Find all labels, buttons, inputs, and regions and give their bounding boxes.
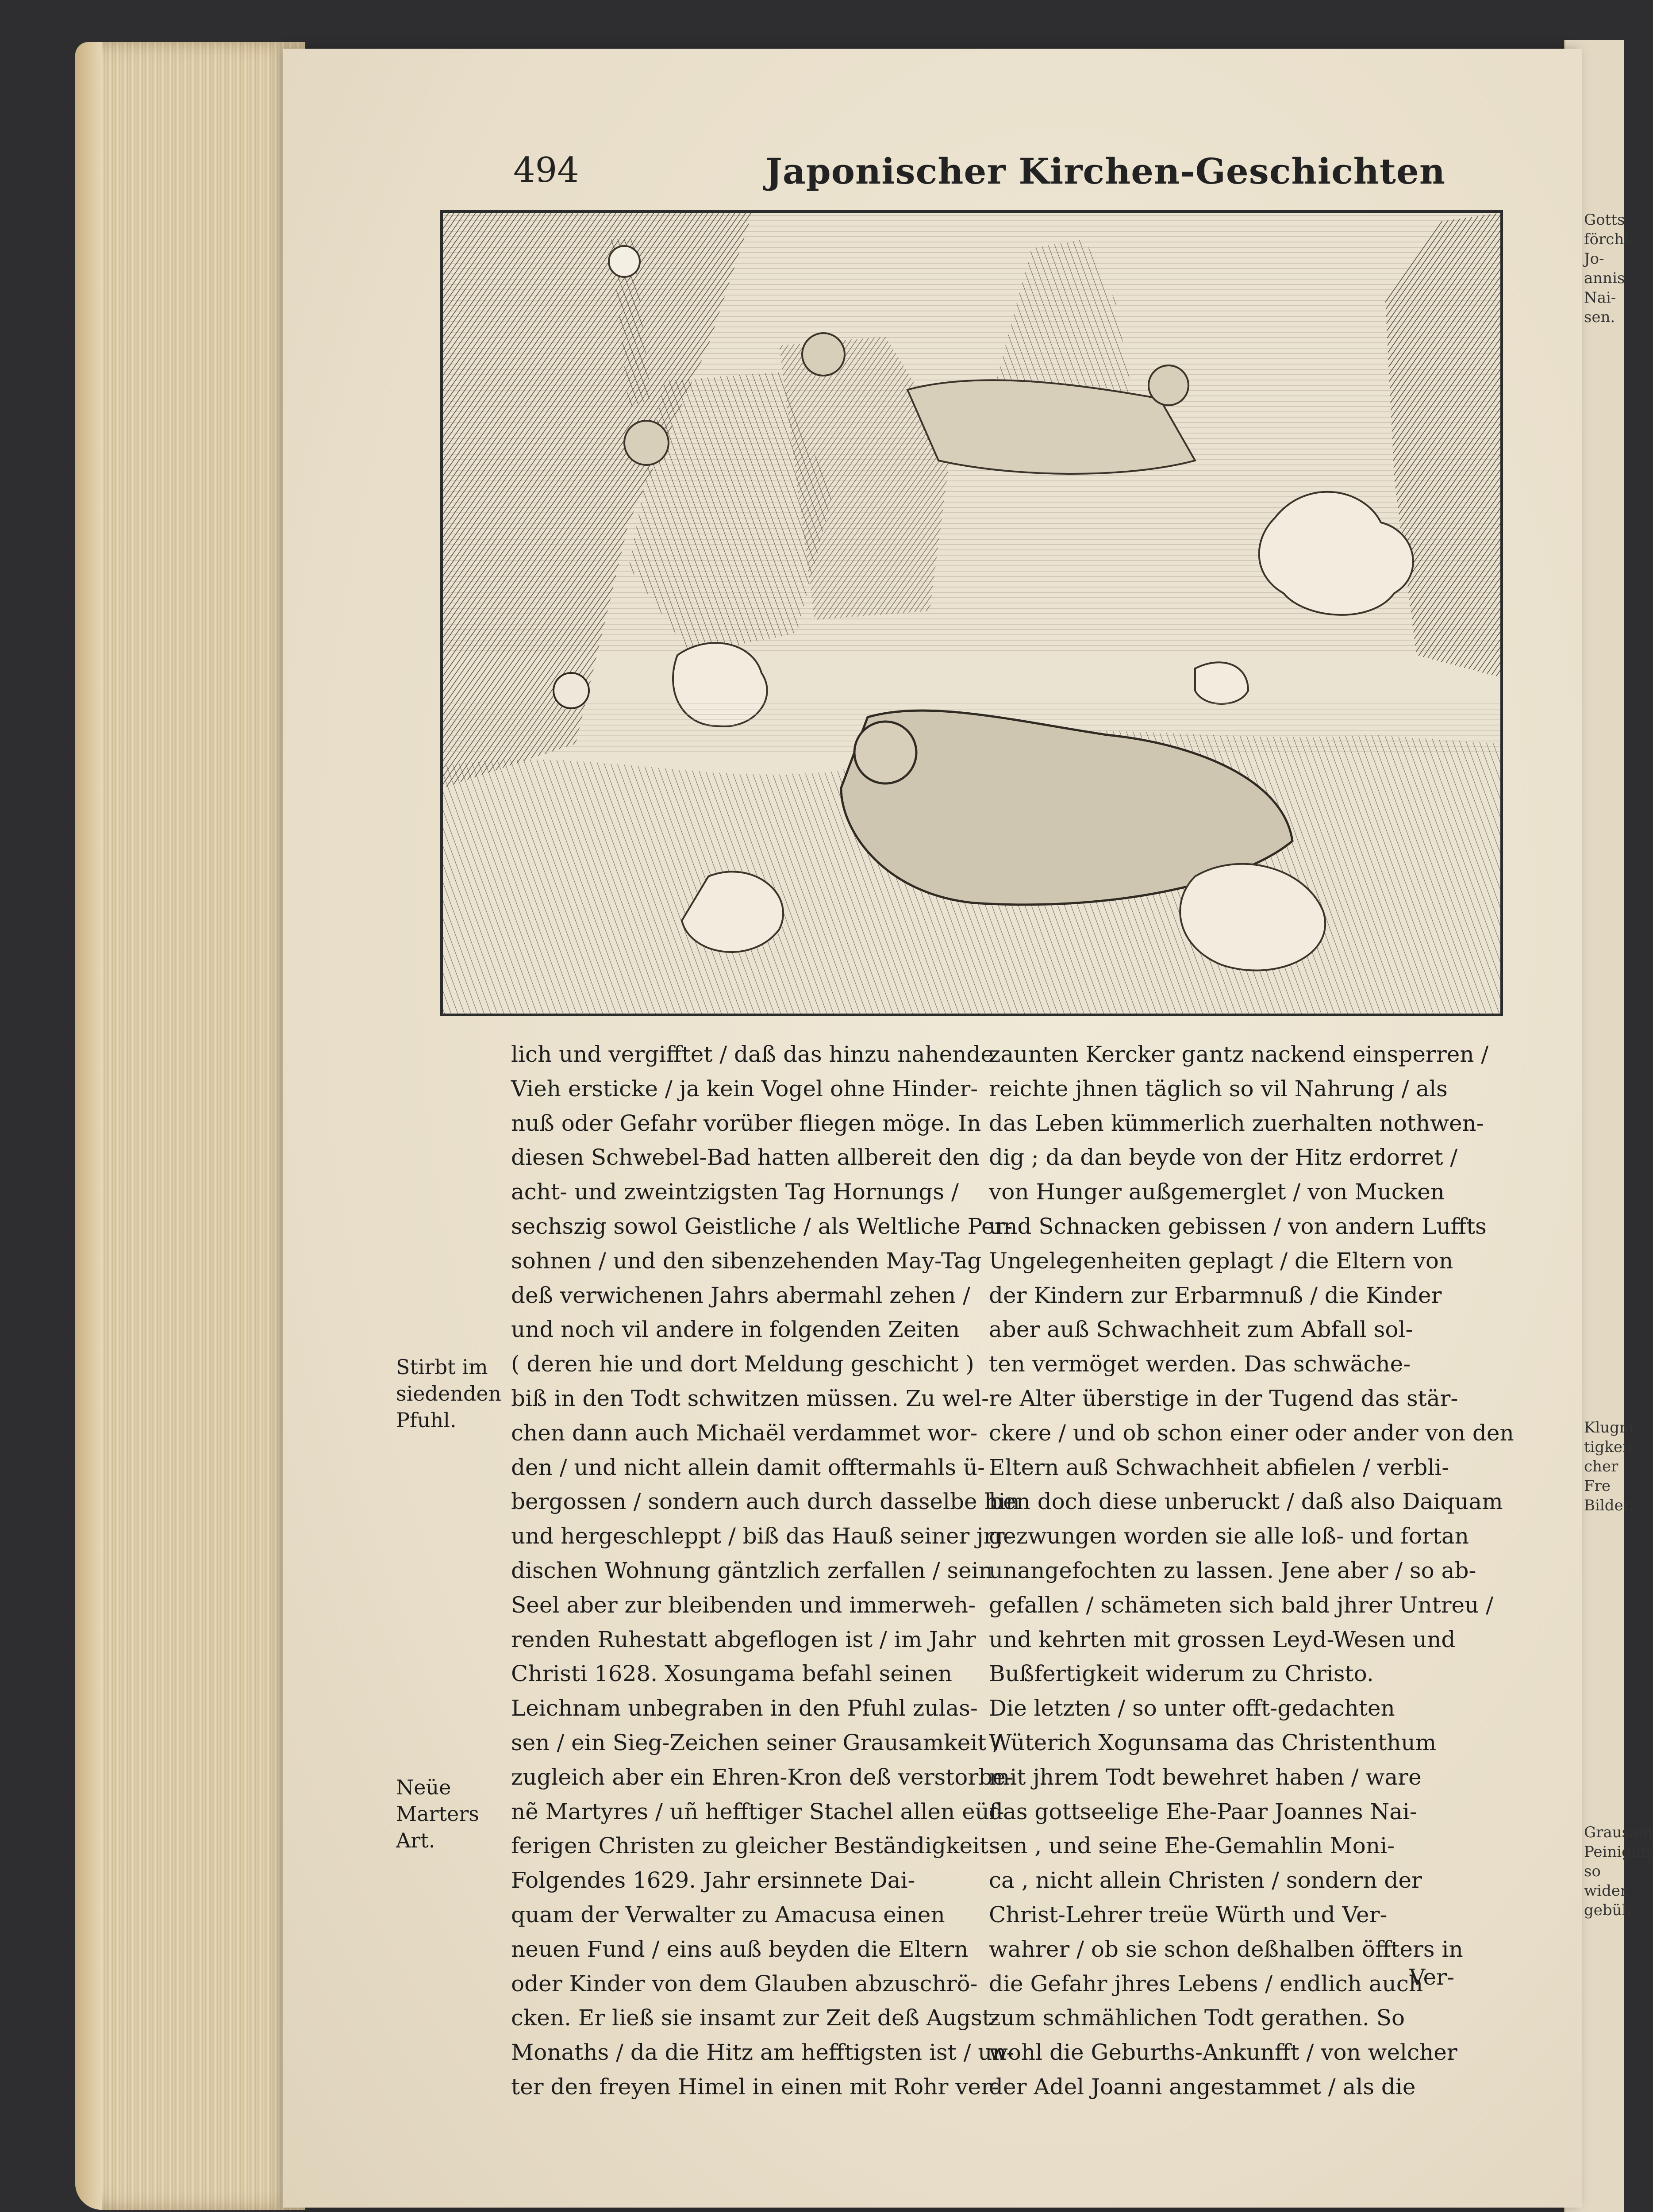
text-line: ca , nicht allein Christen / sondern der	[989, 1867, 1422, 1893]
text-line: die Gefahr jhres Lebens / endlich auch	[989, 1970, 1423, 1997]
text-line: zum schmählichen Todt gerathen. So	[989, 2005, 1405, 2031]
text-line: Leichnam unbegraben in den Pfuhl zulas-	[511, 1695, 978, 1721]
text-line: dig ; da dan beyde von der Hitz erdorret /	[989, 1144, 1458, 1171]
text-line: renden Ruhestatt abgeflogen ist / im Jahr	[511, 1626, 976, 1652]
text-line: wahrer / ob sie schon deßhalben öffters in	[989, 1936, 1463, 1962]
text-line: re Alter überstige in der Tugend das stär-	[989, 1385, 1458, 1411]
margin-line: annis Nai-	[1584, 269, 1625, 307]
text-line: Christ-Lehrer treüe Würth und Ver-	[989, 1901, 1388, 1928]
text-line: ferigen Christen zu gleicher Beständigkeit.	[511, 1833, 996, 1859]
text-line: quam der Verwalter zu Amacusa einen	[511, 1901, 945, 1928]
text-line: und noch vil andere in folgenden Zeiten	[511, 1317, 960, 1343]
margin-note-right-1	[1584, 210, 1630, 327]
text-line: Seel aber zur bleibenden und immerweh-	[511, 1592, 976, 1618]
text-line: sen / ein Sieg-Zeichen seiner Grausamkeit /	[511, 1729, 1001, 1755]
text-column-left	[511, 1037, 1020, 2104]
margin-line: Pfuhl.	[396, 1408, 457, 1432]
margin-note-right-3	[1584, 1823, 1653, 1920]
margin-line: siedenden	[396, 1382, 502, 1406]
running-title: Japonischer Kirchen-Geschichten	[765, 150, 1445, 192]
margin-line: Marters	[396, 1802, 479, 1826]
text-line: zugleich aber ein Ehren-Kron deß verstorbe-	[511, 1764, 1013, 1790]
text-line: den / und nicht allein damit offtermahls ü-	[511, 1454, 985, 1480]
text-line: gefallen / schämeten sich bald jhrer Untreu /	[989, 1592, 1494, 1618]
text-line: bergossen / sondern auch durch dasselbe hin	[511, 1489, 1020, 1515]
text-line: ( deren hie und dort Meldung geschicht )	[511, 1351, 974, 1377]
margin-note-right-2	[1584, 1418, 1634, 1515]
margin-line: Art.	[396, 1828, 435, 1852]
text-line: der Kindern zur Erbarmnuß / die Kinder	[989, 1282, 1442, 1308]
text-line: cken. Er ließ sie insamt zur Zeit deß Augst-	[511, 2005, 999, 2031]
text-line: sohnen / und den sibenzehenden May-Tag	[511, 1248, 982, 1274]
text-line: und Schnacken gebissen / von andern Luffts	[989, 1213, 1487, 1239]
text-line: der Adel Joanni angestammet / als die	[989, 2074, 1416, 2100]
text-line: reichte jhnen täglich so vil Nahrung / als	[989, 1075, 1448, 1102]
text-line: Christi 1628. Xosungama befahl seinen	[511, 1661, 952, 1687]
text-line: neuen Fund / eins auß beyden die Eltern	[511, 1936, 969, 1962]
text-line: von Hunger außgemerglet / von Mucken	[989, 1179, 1445, 1205]
page-number: 494	[513, 150, 579, 190]
text-line: unangefochten zu lassen. Jene aber / so ab-	[989, 1557, 1476, 1583]
text-line: lich und vergifftet / daß das hinzu nahende	[511, 1041, 994, 1067]
text-line: Bußfertigkeit widerum zu Christo.	[989, 1661, 1374, 1687]
text-line: mit jhrem Todt bewehret haben / ware	[989, 1764, 1422, 1790]
text-line: biß in den Todt schwitzen müssen. Zu wel-	[511, 1385, 989, 1411]
text-column-right	[989, 1037, 1514, 2104]
margin-line: so wider	[1584, 1863, 1628, 1900]
text-line: Monaths / da die Hitz am hefftigsten ist / un-	[511, 2039, 1014, 2066]
margin-line: cher Fre	[1584, 1458, 1618, 1495]
text-line: das gottseelige Ehe-Paar Joannes Nai-	[989, 1798, 1417, 1824]
text-line: das Leben kümmerlich zuerhalten nothwen-	[989, 1110, 1484, 1136]
text-line: und hergeschleppt / biß das Hauß seiner jrr-	[511, 1523, 1012, 1549]
margin-line: Grausam	[1584, 1824, 1653, 1841]
text-line: nẽ Martyres / uñ hefftiger Stachel allen eüf-	[511, 1798, 1004, 1824]
text-line: dischen Wohnung gäntzlich zerfallen / sein	[511, 1557, 993, 1583]
book-page-edges	[75, 42, 305, 2210]
margin-line: gebüh	[1584, 1901, 1632, 1919]
text-line: ben doch diese unberuckt / daß also Daiquam	[989, 1489, 1503, 1515]
text-line: deß verwichenen Jahrs abermahl zehen /	[511, 1282, 970, 1308]
text-line: diesen Schwebel-Bad hatten allbereit den	[511, 1144, 980, 1171]
text-line: Folgendes 1629. Jahr ersinnete Dai-	[511, 1867, 915, 1893]
margin-note-left-2	[396, 1774, 502, 1854]
text-line: Wüterich Xogunsama das Christenthum	[989, 1729, 1437, 1755]
margin-line: Bilder.	[1584, 1497, 1634, 1514]
text-line: wohl die Geburths-Ankunfft / von welcher	[989, 2039, 1457, 2066]
engraving-martyrdom-scene-icon	[443, 213, 1500, 1014]
text-line: Ungelegenheiten geplagt / die Eltern von	[989, 1248, 1453, 1274]
catchword: Ver-	[1409, 1964, 1454, 1990]
margin-line: Neüe	[396, 1775, 451, 1799]
margin-line: Gotts	[1584, 211, 1625, 229]
margin-note-left-1	[396, 1354, 502, 1433]
margin-line: Peinigun	[1584, 1843, 1651, 1861]
margin-line: Klugm	[1584, 1419, 1634, 1436]
text-line: Eltern auß Schwachheit abfielen / verbli-	[989, 1454, 1449, 1480]
margin-line: tigkeit	[1584, 1438, 1634, 1456]
text-line: sen , und seine Ehe-Gemahlin Moni-	[989, 1833, 1395, 1859]
margin-line: förcht Jo-	[1584, 230, 1630, 268]
text-line: Die letzten / so unter offt-gedachten	[989, 1695, 1395, 1721]
text-line: und kehrten mit grossen Leyd-Wesen und	[989, 1626, 1456, 1652]
text-line: aber auß Schwachheit zum Abfall sol-	[989, 1317, 1413, 1343]
text-line: ter den freyen Himel in einen mit Rohr ver-	[511, 2074, 999, 2100]
text-line: zaunten Kercker gantz nackend einsperren /	[989, 1041, 1489, 1067]
text-line: nuß oder Gefahr vorüber fliegen möge. In	[511, 1110, 981, 1136]
text-line: Vieh ersticke / ja kein Vogel ohne Hinder-	[511, 1075, 978, 1102]
engraving-illustration	[440, 210, 1503, 1016]
margin-line: sen.	[1584, 308, 1615, 326]
text-line: sechszig sowol Geistliche / als Weltliche Per-	[511, 1213, 1013, 1239]
margin-line: Stirbt im	[396, 1355, 488, 1379]
text-line: acht- und zweintzigsten Tag Hornungs /	[511, 1179, 959, 1205]
text-line: gezwungen worden sie alle loß- und fortan	[989, 1523, 1469, 1549]
text-line: ten vermöget werden. Das schwäche-	[989, 1351, 1411, 1377]
text-line: oder Kinder von dem Glauben abzuschrö-	[511, 1970, 978, 1997]
text-line: ckere / und ob schon einer oder ander von den	[989, 1420, 1514, 1446]
text-line: chen dann auch Michaël verdammet wor-	[511, 1420, 978, 1446]
